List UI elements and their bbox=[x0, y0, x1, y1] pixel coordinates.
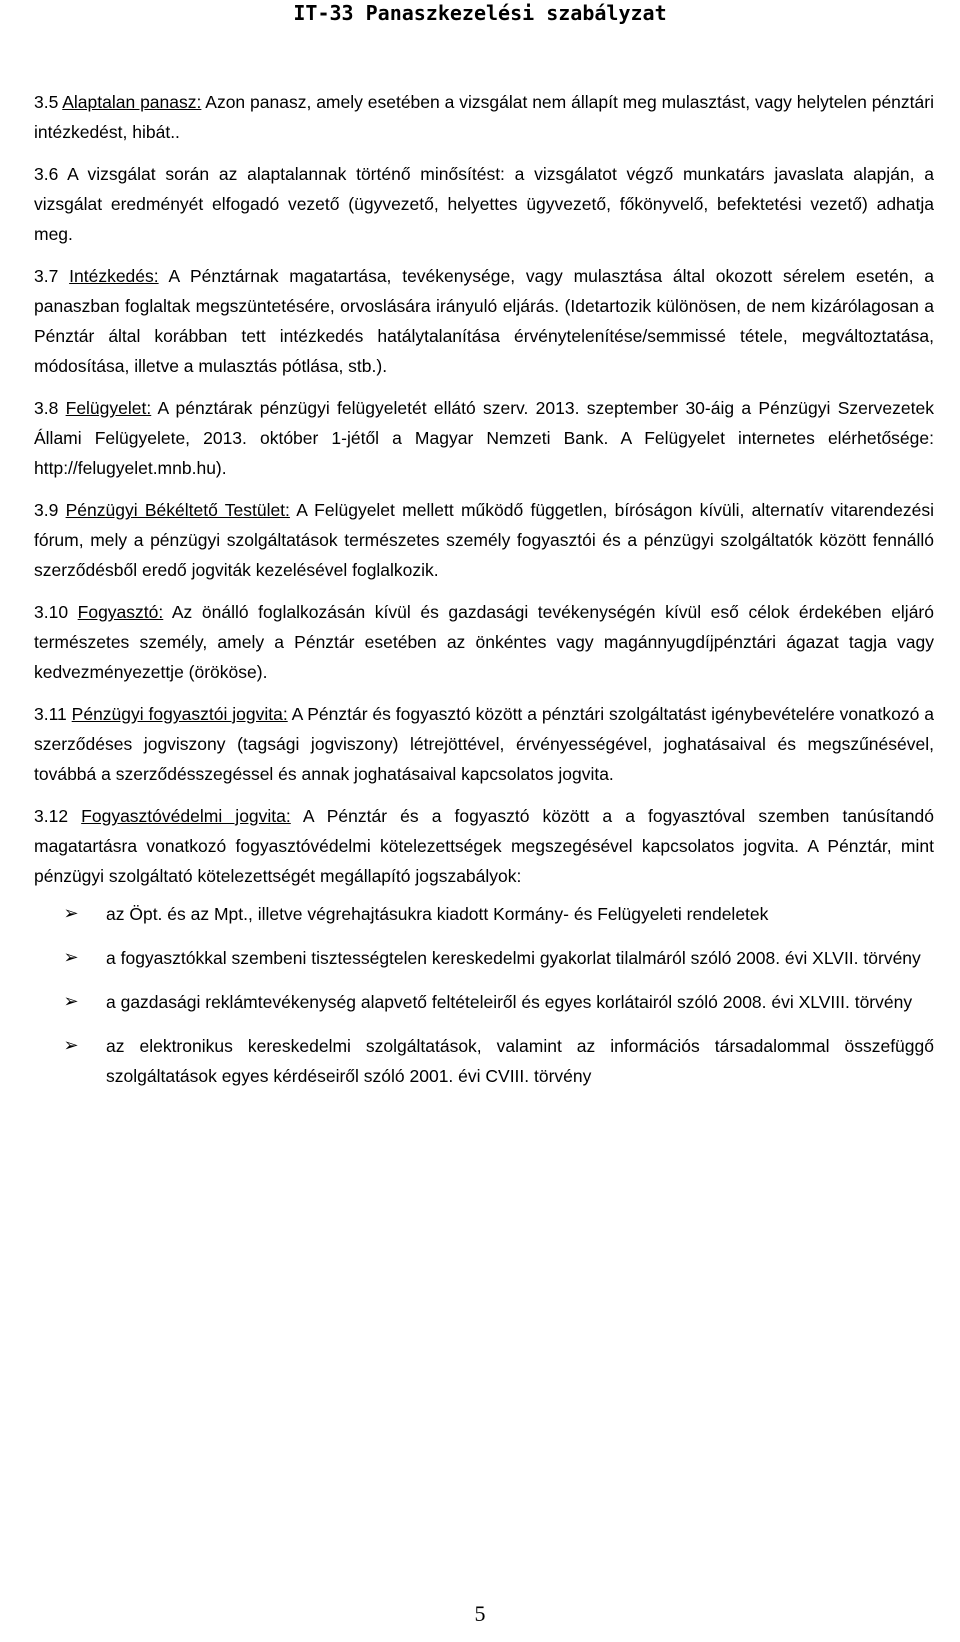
arrowhead-bullet-icon: ➢ bbox=[63, 991, 79, 1012]
section-term: Alaptalan panasz: bbox=[62, 92, 202, 112]
list-item bbox=[34, 943, 934, 973]
document-body bbox=[34, 87, 934, 1105]
section-number: 3.9 bbox=[34, 500, 59, 520]
list-item-text: az elektronikus kereskedelmi szolgáltatások, valamint az információs társadalommal összefüggő szolgáltatások egyes kérdéseiről szóló 2001. évi CVIII. törvény bbox=[106, 1036, 934, 1086]
section-text: A vizsgálat során az alaptalannak történő minősítést: a vizsgálatot végző munkatárs javaslata alapján, a vizsgálat eredményét elfogadó vezető (ügyvezető, helyettes ügyvezető, főkönyvelő, befektetési vezető) adhatja meg. bbox=[34, 164, 934, 244]
document-title: IT-33 Panaszkezelési szabályzat bbox=[293, 1, 667, 25]
section-3-12 bbox=[34, 801, 934, 891]
section-term: Intézkedés: bbox=[69, 266, 159, 286]
section-number: 3.12 bbox=[34, 806, 69, 826]
section-3-9 bbox=[34, 495, 934, 585]
section-3-5 bbox=[34, 87, 934, 147]
arrowhead-bullet-icon: ➢ bbox=[63, 1035, 79, 1056]
section-text: A Pénztár és fogyasztó között a pénztári szolgáltatást igénybevételére vonatkozó a szerződéses jogviszony (tagsági jogviszony) létrejöttével, érvényességével, joghatásaival és megszűnésével, továbbá a szerződésszegéssel és annak joghatásaival kapcsolatos jogvita. bbox=[34, 704, 934, 784]
list-item bbox=[34, 1031, 934, 1091]
section-3-6 bbox=[34, 159, 934, 249]
section-number: 3.11 bbox=[34, 704, 67, 724]
section-term: Fogyasztó: bbox=[77, 602, 164, 622]
section-text: A Felügyelet mellett működő független, bíróságon kívüli, alternatív vitarendezési fórum, mely a pénzügyi szolgáltatások természetes személy fogyasztói és a pénzügyi szolgáltatók között fennálló szerződésből eredő jogviták kezelésével foglalkozik. bbox=[34, 500, 935, 580]
section-number: 3.10 bbox=[34, 602, 69, 622]
regulation-list bbox=[34, 899, 934, 1091]
section-text: A Pénztárnak magatartása, tevékenysége, vagy mulasztása által okozott sérelem esetén, a panaszban foglaltak megszüntetésére, orvoslására irányuló eljárás. (Idetartozik különösen, de nem kizárólagosan a Pénztár által korábban tett intézkedés hatálytalanítása érvénytelenítése/semmissé tétele, megváltoztatása, módosítása, illetve a mulasztás pótlása, stb.). bbox=[34, 266, 934, 376]
section-number: 3.6 bbox=[34, 164, 59, 184]
section-text: Azon panasz, amely esetében a vizsgálat nem állapít meg mulasztást, vagy helytelen pénztári intézkedést, hibát.. bbox=[34, 92, 934, 142]
section-term: Felügyelet: bbox=[65, 398, 152, 418]
section-3-8 bbox=[34, 393, 934, 483]
section-term: Pénzügyi fogyasztói jogvita: bbox=[71, 704, 288, 724]
page-header bbox=[0, 0, 960, 38]
section-number: 3.5 bbox=[34, 92, 59, 112]
section-number: 3.8 bbox=[34, 398, 59, 418]
list-item bbox=[34, 899, 934, 929]
section-number: 3.7 bbox=[34, 266, 59, 286]
section-3-7 bbox=[34, 261, 934, 381]
section-3-11 bbox=[34, 699, 934, 789]
section-3-10 bbox=[34, 597, 934, 687]
section-text: A pénztárak pénzügyi felügyeletét ellátó szerv. 2013. szeptember 30-áig a Pénzügyi Szervezetek Állami Felügyelete, 2013. október 1-jétől a Magyar Nemzeti Bank. A Felügyelet internetes elérhetősége: http://felugyelet.mnb.hu). bbox=[34, 398, 934, 478]
section-text: A Pénztár és a fogyasztó között a a fogyasztóval szemben tanúsítandó magatartásra vonatkozó fogyasztóvédelmi kötelezettségek megszegésével kapcsolatos jogvita. A Pénztár, mint pénzügyi szolgáltató kötelezettségét megállapító jogszabályok: bbox=[34, 806, 934, 886]
section-text: Az önálló foglalkozásán kívül és gazdasági tevékenységén kívül eső célok érdekében eljáró természetes személy, amely a Pénztár esetében az önkéntes vagy magánnyugdíjpénztári ágazat tagja vagy kedvezményezettje (örököse). bbox=[34, 602, 934, 682]
list-item-text: a fogyasztókkal szembeni tisztességtelen kereskedelmi gyakorlat tilalmáról szóló 2008. évi XLVII. törvény bbox=[106, 948, 921, 968]
arrowhead-bullet-icon: ➢ bbox=[63, 903, 79, 924]
page-number: 5 bbox=[474, 1601, 486, 1626]
list-item-text: a gazdasági reklámtevékenység alapvető feltételeiről és egyes korlátairól szóló 2008. évi XLVIII. törvény bbox=[106, 992, 913, 1012]
section-term: Pénzügyi Békéltető Testület: bbox=[65, 500, 290, 520]
arrowhead-bullet-icon: ➢ bbox=[63, 947, 79, 968]
section-term: Fogyasztóvédelmi jogvita: bbox=[81, 806, 291, 826]
list-item bbox=[34, 987, 934, 1017]
list-item-text: az Öpt. és az Mpt., illetve végrehajtásukra kiadott Kormány- és Felügyeleti rendeletek bbox=[106, 904, 769, 924]
